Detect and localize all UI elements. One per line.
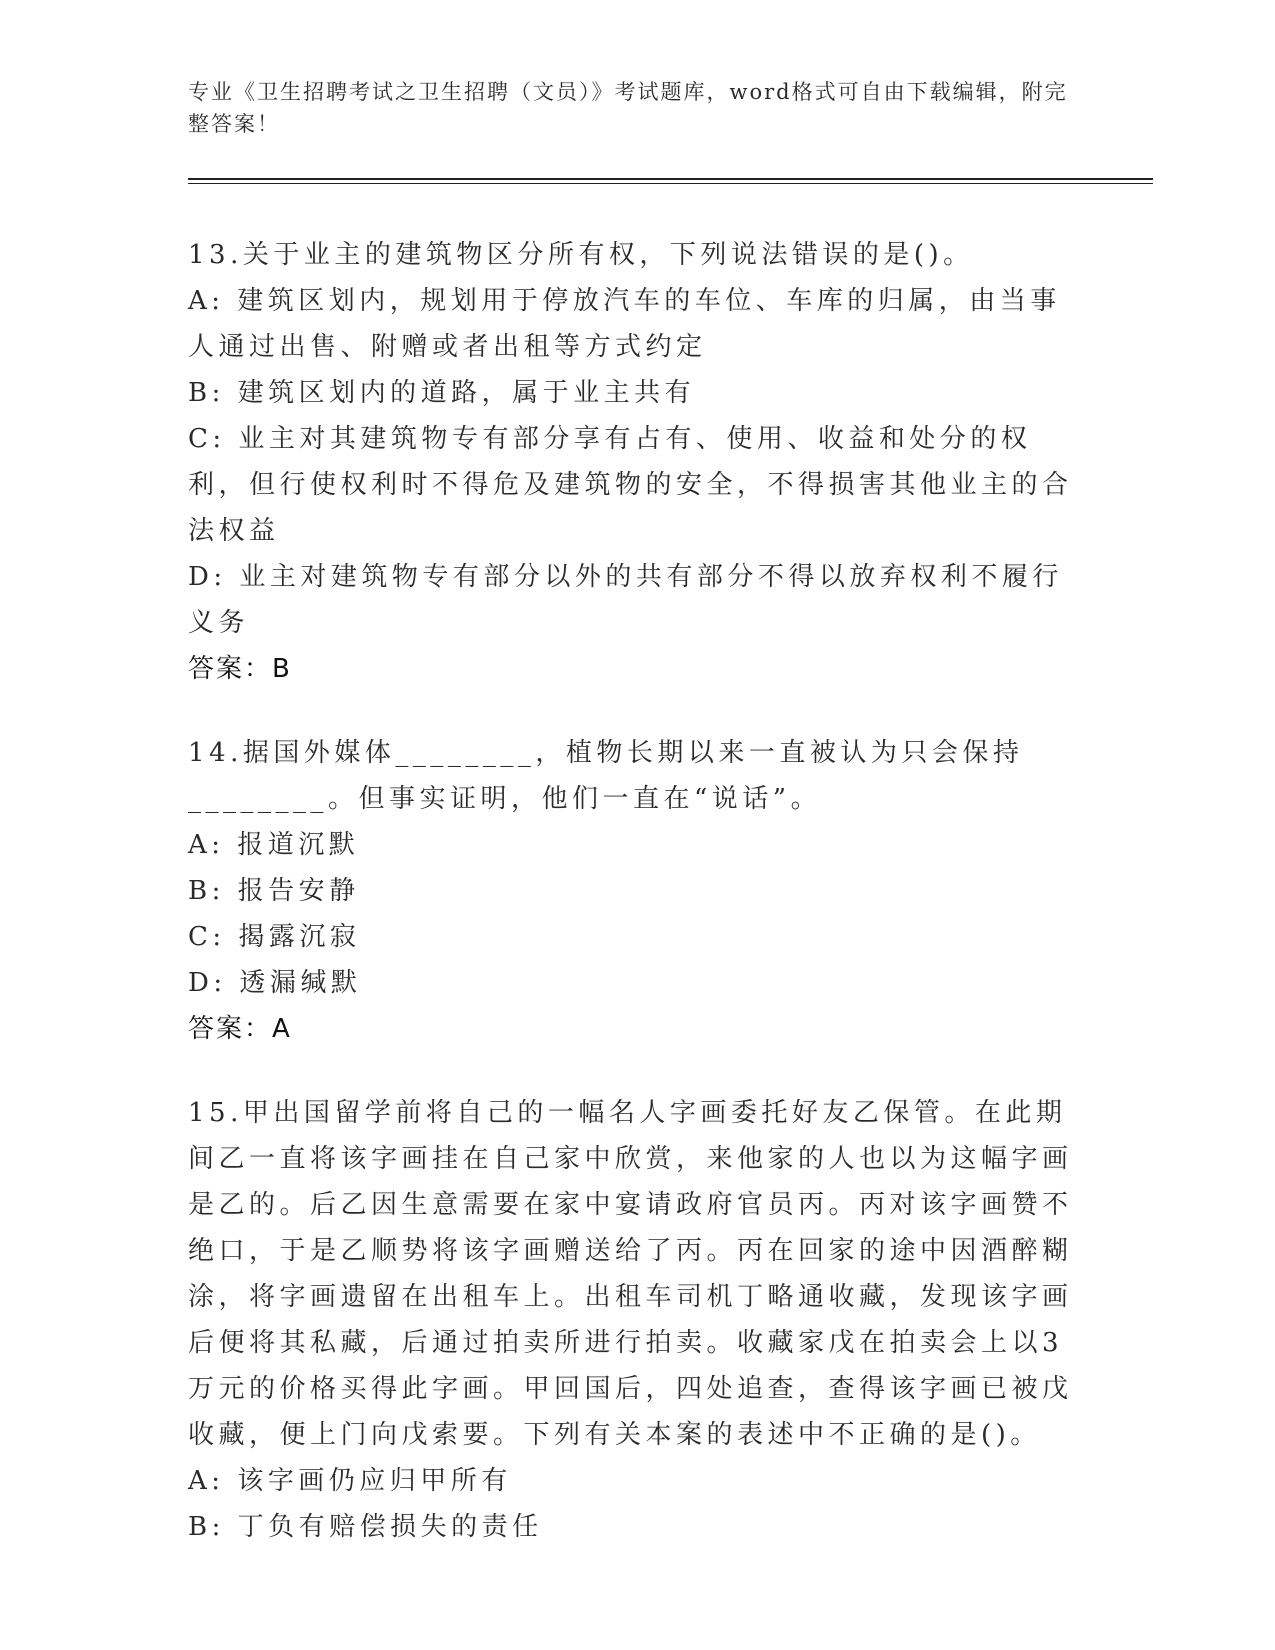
- option-b: B: 报告安静: [188, 876, 360, 906]
- option-c: C: 业主对其建筑物专有部分享有占有、使用、收益和处分的权利，但行使权利时不得危及建筑物的安全，不得损害其他业主的合法权益: [188, 424, 1073, 546]
- question-stem: 14.据国外媒体________，植物长期以来一直被认为只会保持________。但事实证明，他们一直在“说话”。: [188, 738, 1024, 814]
- header-divider-thick: [188, 178, 1153, 180]
- document-intro: 专业《卫生招聘考试之卫生招聘（文员）》考试题库，word格式可自由下载编辑，附完整答案！: [188, 80, 1068, 136]
- option-a: A: 建筑区划内，规划用于停放汽车的车位、车库的归属，由当事人通过出售、附赠或者出租等方式约定: [188, 286, 1061, 362]
- option-b: B: 丁负有赔偿损失的责任: [188, 1512, 543, 1542]
- question-15: [188, 1090, 1073, 1550]
- question-list: [188, 232, 1073, 1550]
- question-13: [188, 232, 1073, 692]
- option-c: C: 揭露沉寂: [188, 922, 361, 952]
- question-stem: 13.关于业主的建筑物区分所有权，下列说法错误的是()。: [188, 240, 974, 270]
- option-b: B: 建筑区划内的道路，属于业主共有: [188, 378, 696, 408]
- header-divider-thin: [188, 183, 1153, 184]
- option-a: A: 报道沉默: [188, 830, 360, 860]
- option-a: A: 该字画仍应归甲所有: [188, 1466, 512, 1496]
- answer-label: 答案：B: [188, 654, 292, 684]
- option-d: D: 业主对建筑物专有部分以外的共有部分不得以放弃权利不履行义务: [188, 562, 1063, 638]
- option-d: D: 透漏缄默: [188, 968, 362, 998]
- question-14: [188, 730, 1073, 1052]
- answer-label: 答案：A: [188, 1014, 292, 1044]
- question-stem: 15.甲出国留学前将自己的一幅名人字画委托好友乙保管。在此期间乙一直将该字画挂在自己家中欣赏，来他家的人也以为这幅字画是乙的。后乙因生意需要在家中宴请政府官员丙。丙对该字画赞不绝口，于是乙顺势将该字画赠送给了丙。丙在回家的途中因酒醉糊涂，将字画遗留在出租车上。出租车司机丁略通收藏，发现该字画后便将其私藏，后通过拍卖所进行拍卖。收藏家戊在拍卖会上以3万元的价格买得此字画。甲回国后，四处追查，查得该字画已被戊收藏，便上门向戊索要。下列有关本案的表述中不正确的是()。: [188, 1098, 1073, 1450]
